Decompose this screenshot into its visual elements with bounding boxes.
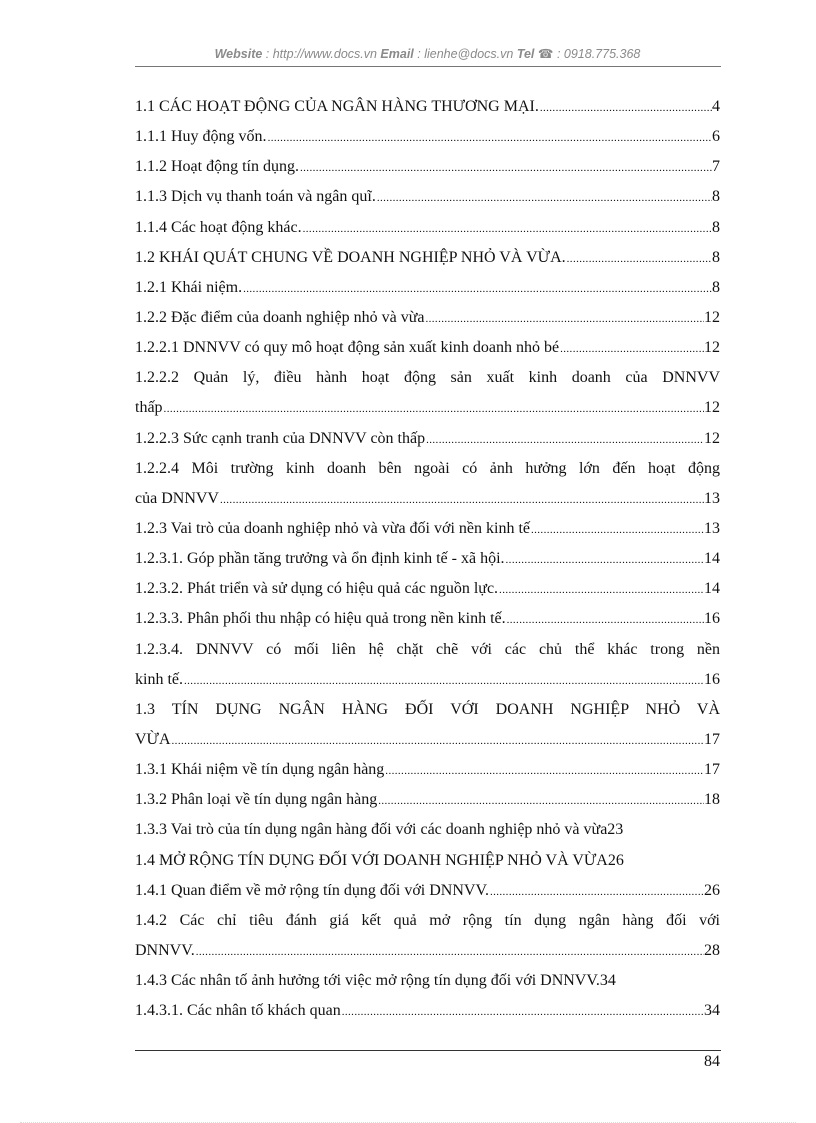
toc-entry-title: 1.4.3 Các nhân tố ảnh hưởng tới việc mở rộng tín dụng đối với DNNVV. bbox=[135, 972, 600, 990]
toc-dot-leader bbox=[566, 244, 712, 273]
toc-entry-page: 34 bbox=[704, 1002, 720, 1020]
toc-entry-title: 1.2.3.4. DNNVV có mối liên hệ chặt chẽ với các chủ thể khác trong nền bbox=[135, 640, 720, 658]
toc-dot-leader bbox=[498, 575, 704, 604]
footer-rule bbox=[135, 1050, 721, 1051]
toc-entry[interactable] bbox=[135, 876, 720, 906]
toc-entry-title: 1.1.3 Dịch vụ thanh toán và ngân quĩ. bbox=[135, 188, 376, 206]
toc-dot-leader bbox=[219, 485, 704, 514]
email-value: : lienhe@docs.vn bbox=[413, 47, 517, 61]
toc-entry-title: 1.3.1 Khái niệm về tín dụng ngân hàng bbox=[135, 761, 385, 779]
toc-entry-title: 1.2.2 Đặc điểm của doanh nghiệp nhỏ và vừa bbox=[135, 308, 425, 326]
toc-entry[interactable] bbox=[135, 213, 720, 243]
toc-dot-leader bbox=[302, 214, 712, 243]
toc-entry-page: 14 bbox=[704, 550, 720, 568]
toc-entry[interactable] bbox=[135, 785, 720, 815]
toc-entry[interactable] bbox=[135, 966, 720, 996]
toc-entry[interactable] bbox=[135, 755, 720, 785]
toc-entry[interactable] bbox=[135, 574, 720, 604]
page-header bbox=[135, 46, 720, 61]
toc-entry-title: 1.2.2.3 Sức cạnh tranh của DNNVV còn thấp bbox=[135, 429, 426, 447]
toc-entry-title: kinh tế. bbox=[135, 670, 183, 688]
toc-entry[interactable] bbox=[135, 604, 720, 634]
toc-entry-page: 16 bbox=[704, 610, 720, 628]
tel-label: Tel bbox=[516, 47, 535, 61]
phone-icon: ☎ bbox=[537, 47, 554, 61]
toc-dot-leader bbox=[506, 605, 704, 634]
toc-entry-page: 12 bbox=[704, 308, 720, 326]
toc-entry-page: 14 bbox=[704, 580, 720, 598]
toc-entry[interactable] bbox=[135, 484, 720, 514]
toc-dot-leader bbox=[505, 545, 704, 574]
toc-entry[interactable] bbox=[135, 815, 720, 845]
toc-dot-leader bbox=[299, 153, 712, 182]
toc-entry-page: 7 bbox=[712, 158, 720, 176]
toc-entry[interactable] bbox=[135, 182, 720, 212]
header-rule bbox=[135, 66, 721, 67]
toc-entry[interactable] bbox=[135, 936, 720, 966]
website-value: : http://www.docs.vn bbox=[262, 47, 381, 61]
toc-entry-title: 1.2.3 Vai trò của doanh nghiệp nhỏ và vừa đối với nền kinh tế bbox=[135, 519, 530, 537]
toc-entry-page: 17 bbox=[704, 761, 720, 779]
toc-dot-leader bbox=[539, 93, 712, 122]
toc-dot-leader bbox=[425, 425, 704, 454]
toc-entry[interactable] bbox=[135, 846, 720, 876]
toc-entry[interactable] bbox=[135, 454, 720, 484]
toc-entry[interactable] bbox=[135, 303, 720, 333]
toc-entry-page: 12 bbox=[704, 429, 720, 447]
toc-entry-title: 1.1.1 Huy động vốn. bbox=[135, 128, 267, 146]
toc-entry[interactable] bbox=[135, 996, 720, 1026]
toc-entry-title: 1.2.2.1 DNNVV có quy mô hoạt động sản xuất kinh doanh nhỏ bé bbox=[135, 339, 560, 357]
toc-entry-page: 23 bbox=[607, 821, 624, 839]
toc-entry[interactable] bbox=[135, 725, 720, 755]
toc-entry[interactable] bbox=[135, 635, 720, 665]
toc-entry-title: 1.2.3.1. Góp phần tăng trưởng và ổn định kinh tế - xã hội. bbox=[135, 550, 505, 568]
toc-entry[interactable] bbox=[135, 243, 720, 273]
toc-entry-title: 1.2.3.2. Phát triển và sử dụng có hiệu quả các nguồn lực. bbox=[135, 580, 499, 598]
toc-dot-leader bbox=[171, 726, 704, 755]
toc-entry[interactable] bbox=[135, 273, 720, 303]
toc-entry[interactable] bbox=[135, 514, 720, 544]
toc-dot-leader bbox=[424, 304, 704, 333]
toc-entry-page: 8 bbox=[712, 278, 720, 296]
toc-entry-page: 26 bbox=[704, 881, 720, 899]
toc-entry-page: 6 bbox=[712, 128, 720, 146]
toc-dot-leader bbox=[530, 515, 704, 544]
toc-entry[interactable] bbox=[135, 544, 720, 574]
toc-entry[interactable] bbox=[135, 665, 720, 695]
toc-entry[interactable] bbox=[135, 333, 720, 363]
toc-entry[interactable] bbox=[135, 424, 720, 454]
toc-entry[interactable] bbox=[135, 695, 720, 725]
toc-entry-title: VỪA bbox=[135, 730, 171, 748]
toc-entry-title: 1.4.2 Các chỉ tiêu đánh giá kết quả mở rộng tín dụng ngân hàng đối với bbox=[135, 911, 720, 929]
email-label: Email bbox=[380, 47, 414, 61]
page-number: 84 bbox=[704, 1053, 720, 1070]
toc-entry-page: 8 bbox=[712, 218, 720, 236]
toc-entry-page: 13 bbox=[704, 489, 720, 507]
toc-entry-title: 1.3 TÍN DỤNG NGÂN HÀNG ĐỐI VỚI DOANH NGHIỆP NHỎ VÀ bbox=[135, 700, 720, 718]
toc-entry-title: 1.1.4 Các hoạt động khác. bbox=[135, 218, 302, 236]
toc-entry-page: 17 bbox=[704, 730, 720, 748]
toc-entry-title: DNNVV. bbox=[135, 941, 195, 959]
toc-entry-page: 26 bbox=[607, 851, 624, 869]
website-label: Website bbox=[214, 47, 263, 61]
toc-dot-leader bbox=[183, 666, 704, 695]
toc-dot-leader bbox=[489, 877, 704, 906]
toc-dot-leader bbox=[267, 123, 712, 152]
toc-entry-page: 28 bbox=[704, 941, 720, 959]
toc-entry-title: 1.2.1 Khái niệm. bbox=[135, 278, 243, 296]
toc-dot-leader bbox=[242, 274, 712, 303]
toc-entry-title: 1.4.1 Quan điểm về mở rộng tín dụng đối với DNNVV. bbox=[135, 881, 489, 899]
toc-entry[interactable] bbox=[135, 92, 720, 122]
toc-entry[interactable] bbox=[135, 906, 720, 936]
toc-entry-title: 1.4.3.1. Các nhân tố khách quan bbox=[135, 1002, 341, 1020]
toc-entry-page: 12 bbox=[704, 339, 720, 357]
toc-entry[interactable] bbox=[135, 363, 720, 393]
toc-dot-leader bbox=[377, 786, 704, 815]
toc-entry-page: 34 bbox=[599, 972, 616, 990]
toc-entry-title: 1.2 KHÁI QUÁT CHUNG VỀ DOANH NGHIỆP NHỎ VÀ VỪA. bbox=[135, 248, 566, 266]
toc-entry-title: 1.4 MỞ RỘNG TÍN DỤNG ĐỐI VỚI DOANH NGHIỆP NHỎ VÀ VỪA bbox=[135, 851, 608, 869]
toc-dot-leader bbox=[341, 997, 704, 1026]
toc-entry-title: 1.3.3 Vai trò của tín dụng ngân hàng đối với các doanh nghiệp nhỏ và vừa bbox=[135, 821, 608, 839]
toc-entry-title: 1.3.2 Phân loại về tín dụng ngân hàng bbox=[135, 791, 378, 809]
table-of-contents bbox=[135, 92, 720, 1026]
toc-entry-page: 4 bbox=[712, 98, 720, 115]
toc-entry-page: 8 bbox=[712, 248, 720, 266]
tel-value: : 0918.775.368 bbox=[553, 47, 641, 61]
toc-dot-leader bbox=[376, 183, 712, 212]
toc-entry-page: 18 bbox=[704, 791, 720, 809]
toc-dot-leader bbox=[384, 756, 704, 785]
toc-entry-page: 12 bbox=[704, 399, 720, 417]
toc-entry-title: 1.1.2 Hoạt động tín dụng. bbox=[135, 158, 299, 176]
toc-entry[interactable] bbox=[135, 393, 720, 423]
toc-entry-page: 16 bbox=[704, 670, 720, 688]
toc-entry[interactable] bbox=[135, 152, 720, 182]
toc-entry-page: 13 bbox=[704, 519, 720, 537]
toc-entry[interactable] bbox=[135, 122, 720, 152]
toc-dot-leader bbox=[559, 334, 704, 363]
toc-entry-title: 1.2.2.2 Quản lý, điều hành hoạt động sản xuất kinh doanh của DNNVV bbox=[135, 369, 720, 387]
toc-entry-title: của DNNVV bbox=[135, 489, 219, 507]
toc-entry-page: 8 bbox=[712, 188, 720, 206]
toc-entry-title: 1.1 CÁC HOẠT ĐỘNG CỦA NGÂN HÀNG THƯƠNG MẠI. bbox=[135, 98, 539, 115]
toc-dot-leader bbox=[163, 394, 704, 423]
toc-dot-leader bbox=[195, 937, 704, 966]
toc-entry-title: 1.2.3.3. Phân phối thu nhập có hiệu quả trong nền kinh tế. bbox=[135, 610, 506, 628]
toc-entry-title: 1.2.2.4 Môi trường kinh doanh bên ngoài có ảnh hưởng lớn đến hoạt động bbox=[135, 459, 720, 477]
toc-entry-title: thấp bbox=[135, 399, 163, 417]
